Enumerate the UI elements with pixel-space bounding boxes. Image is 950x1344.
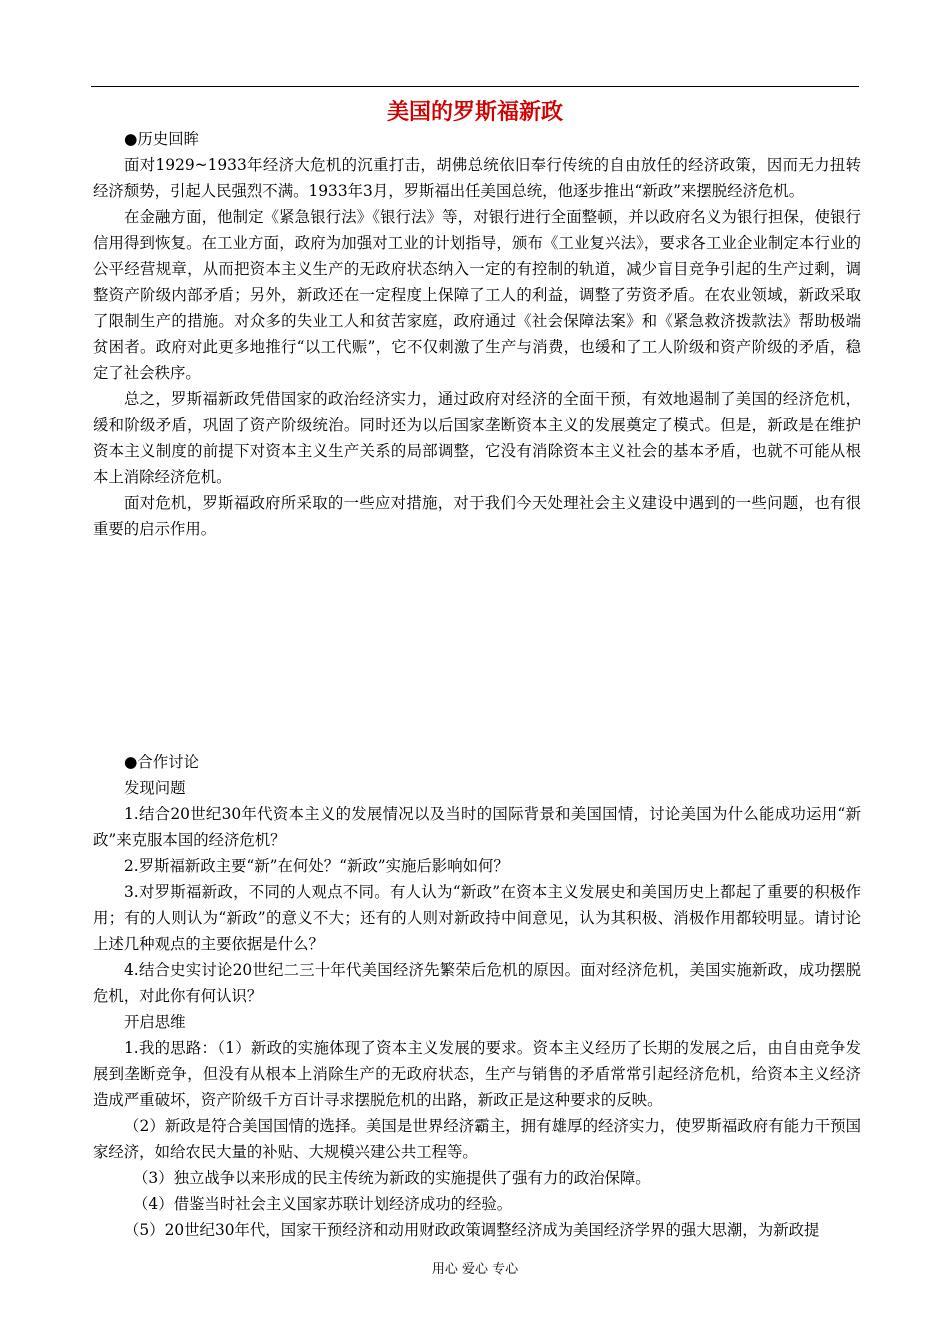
answer-item: （3）独立战争以来形成的民主传统为新政的实施提供了强有力的政治保障。 [133, 1169, 651, 1187]
answer-item: （5）20世纪30年代，国家干预经济和动用财政政策调整经济成为美国经济学界的强大思潮，为新政提 [124, 1221, 820, 1239]
subheading-questions: 发现问题 [124, 779, 186, 797]
section-heading-discussion: ●合作讨论 [124, 753, 199, 771]
question-item: 4.结合史实讨论20世纪二三十年代美国经济先繁荣后危机的原因。面对经济危机，美国实施新政，成功摆脱危机，对此你有何认识？ [93, 961, 861, 1005]
section-discussion [93, 749, 861, 1243]
subheading-thinking: 开启思维 [124, 1013, 186, 1031]
section-history [93, 126, 861, 542]
paragraph: 面对危机，罗斯福政府所采取的一些应对措施，对于我们今天处理社会主义建设中遇到的一些问题，也有很重要的启示作用。 [93, 494, 861, 538]
question-item: 3.对罗斯福新政，不同的人观点不同。有人认为“新政”在资本主义发展史和美国历史上都起了重要的积极作用；有的人则认为“新政”的意义不大；还有的人则对新政持中间意见，认为其积极、消极作用都较明显。请讨论上述几种观点的主要依据是什么？ [93, 883, 861, 953]
answer-item: （4）借鉴当时社会主义国家苏联计划经济成功的经验。 [133, 1195, 513, 1213]
paragraph: 总之，罗斯福新政凭借国家的政治经济实力，通过政府对经济的全面干预，有效地遏制了美国的经济危机，缓和阶级矛盾，巩固了资产阶级统治。同时还为以后国家垄断资本主义的发展奠定了模式。但是，新政是在维护资本主义制度的前提下对资本主义生产关系的局部调整，它没有消除资本主义社会的基本矛盾，也就不可能从根本上消除经济危机。 [93, 390, 861, 486]
page-footer: 用心 爱心 专心 [431, 1262, 519, 1277]
question-item: 2.罗斯福新政主要“新”在何处？“新政”实施后影响如何？ [124, 857, 509, 875]
paragraph: 在金融方面，他制定《紧急银行法》《银行法》等，对银行进行全面整顿，并以政府名义为银行担保，使银行信用得到恢复。在工业方面，政府为加强对工业的计划指导，颁布《工业复兴法》，要求各工业企业制定本行业的公平经营规章，从而把资本主义生产的无政府状态纳入一定的有控制的轨道，减少盲目竞争引起的生产过剩，调整资产阶级内部矛盾；另外，新政还在一定程度上保障了工人的利益，调整了劳资矛盾。在农业领域，新政采取了限制生产的措施。对众多的失业工人和贫苦家庭，政府通过《社会保障法案》和《紧急救济拨款法》帮助极端贫困者。政府对此更多地推行“以工代赈”，它不仅刺激了生产与消费，也缓和了工人阶级和资产阶级的矛盾，稳定了社会秩序。 [93, 208, 861, 382]
section-heading-history: ●历史回眸 [124, 130, 199, 148]
answer-item: （2）新政是符合美国国情的选择。美国是世界经济霸主，拥有雄厚的经济实力，使罗斯福政府有能力干预国家经济，如给农民大量的补贴、大规模兴建公共工程等。 [93, 1117, 861, 1161]
answer-item: 1.我的思路：（1）新政的实施体现了资本主义发展的要求。资本主义经历了长期的发展之后，由自由竞争发展到垄断竞争，但没有从根本上消除生产的无政府状态，生产与销售的矛盾常常引起经济危机，给资本主义经济造成严重破坏，资产阶级千方百计寻求摆脱危机的出路，新政正是这种要求的反映。 [93, 1039, 861, 1109]
question-item: 1.结合20世纪30年代资本主义的发展情况以及当时的国际背景和美国国情，讨论美国为什么能成功运用“新政”来克服本国的经济危机？ [93, 805, 861, 849]
page-title: 美国的罗斯福新政 [386, 100, 563, 125]
paragraph: 面对1929~1933年经济大危机的沉重打击，胡佛总统依旧奉行传统的自由放任的经济政策，因而无力扭转经济颓势，引起人民强烈不满。1933年3月，罗斯福出任美国总统，他逐步推出“新政”来摆脱经济危机。 [93, 156, 861, 200]
header-rule [91, 86, 859, 87]
